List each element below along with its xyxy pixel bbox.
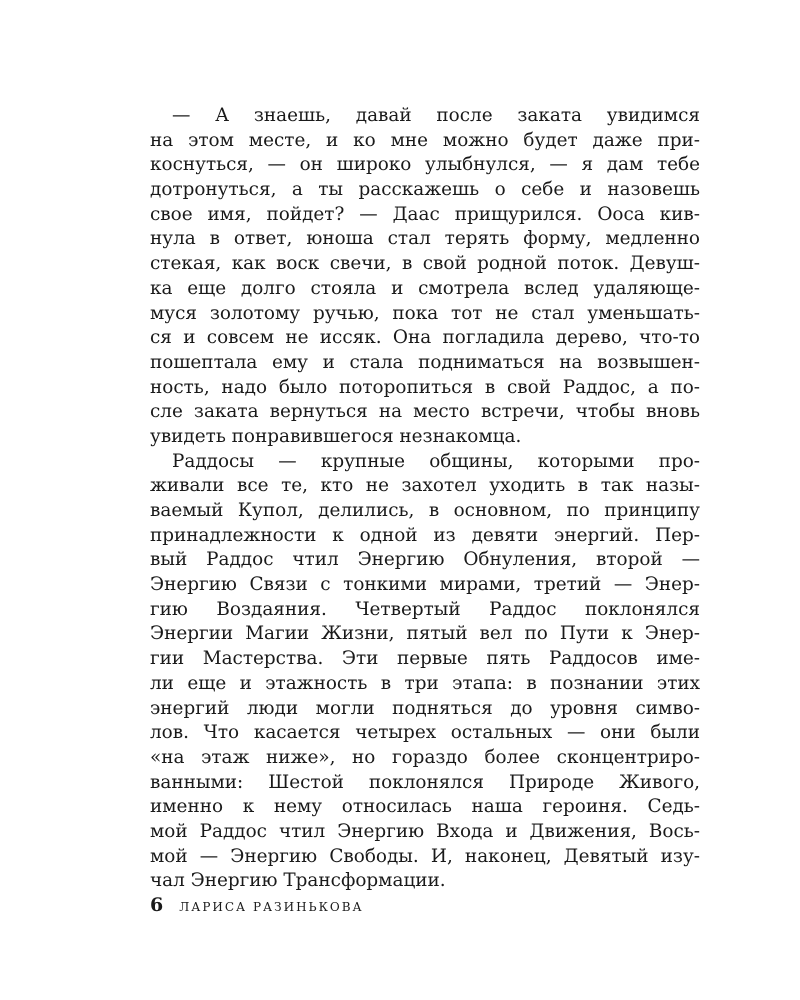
text-line: на этом месте, и ко мне можно будет даже при- <box>150 129 700 151</box>
text-line: Раддосы — крупные общины, которыми про- <box>172 450 700 472</box>
text-line: ли еще и этажность в три этапа: в познании этих <box>150 672 700 694</box>
text-line: муся золотому ручью, пока тот не стал уменьшать- <box>150 302 700 324</box>
text-line: ность, надо было поторопиться в свой Раддос, а по- <box>150 376 700 398</box>
text-line: — А знаешь, давай после заката увидимся <box>172 105 700 126</box>
text-line: Энергию Связи с тонкими мирами, третий — Энер- <box>150 574 700 596</box>
paragraph-end-line: увидеть понравившегося незнакомца. <box>150 425 522 447</box>
text-line: лов. Что касается четырех остальных — они были <box>150 722 700 744</box>
body-text <box>150 104 700 894</box>
text-line: гии Мастерства. Эти первые пять Раддосов име- <box>150 648 700 670</box>
text-line: именно к нему относилась наша героиня. Седь- <box>150 796 700 818</box>
text-line: гию Воздаяния. Четвертый Раддос поклонялся <box>150 598 700 620</box>
text-line: пошептала ему и стала подниматься на возвышен- <box>150 351 700 373</box>
text-line: коснуться, — он широко улыбнулся, — я дам тебе <box>150 154 700 176</box>
text-line: вый Раддос чтил Энергию Обнуления, второй — <box>150 549 700 571</box>
text-line: нула в ответ, юноша стал терять форму, медленно <box>150 228 700 250</box>
text-line: энергий люди могли подняться до уровня симво- <box>150 697 700 719</box>
page-number: 6 <box>150 894 164 916</box>
author-name: ЛАРИСА РАЗИНЬКОВА <box>179 900 364 914</box>
text-line: ваемый Купол, делились, в основном, по принципу <box>150 500 700 521</box>
text-line: Энергии Магии Жизни, пятый вел по Пути к Энер- <box>150 623 700 645</box>
text-line: свое имя, пойдет? — Даас прищурился. Ооса кив- <box>150 203 700 225</box>
text-line: «на этаж ниже», но гораздо более сконцентриро- <box>150 746 700 768</box>
paragraph-end-line: чал Энергию Трансформации. <box>150 870 446 892</box>
text-line: ванными: Шестой поклонялся Природе Живого, <box>150 771 700 793</box>
text-line: дотронуться, а ты расскажешь о себе и назовешь <box>150 179 700 201</box>
text-line: мой — Энергию Свободы. И, наконец, Девятый изу- <box>150 845 700 867</box>
running-footer <box>150 894 364 918</box>
text-line: стекая, как воск свечи, в свой родной поток. Девуш- <box>150 253 700 275</box>
text-line: сле заката вернуться на место встречи, чтобы вновь <box>150 401 700 423</box>
text-line: мой Раддос чтил Энергию Входа и Движения, Вось- <box>150 820 700 842</box>
text-line: принадлежности к одной из девяти энергий. Пер- <box>150 524 700 546</box>
text-line: ка еще долго стояла и смотрела вслед удаляюще- <box>150 277 700 299</box>
text-line: живали все те, кто не захотел уходить в так назы- <box>150 475 700 497</box>
text-line: ся и совсем не иссяк. Она погладила дерево, что-то <box>150 327 700 349</box>
